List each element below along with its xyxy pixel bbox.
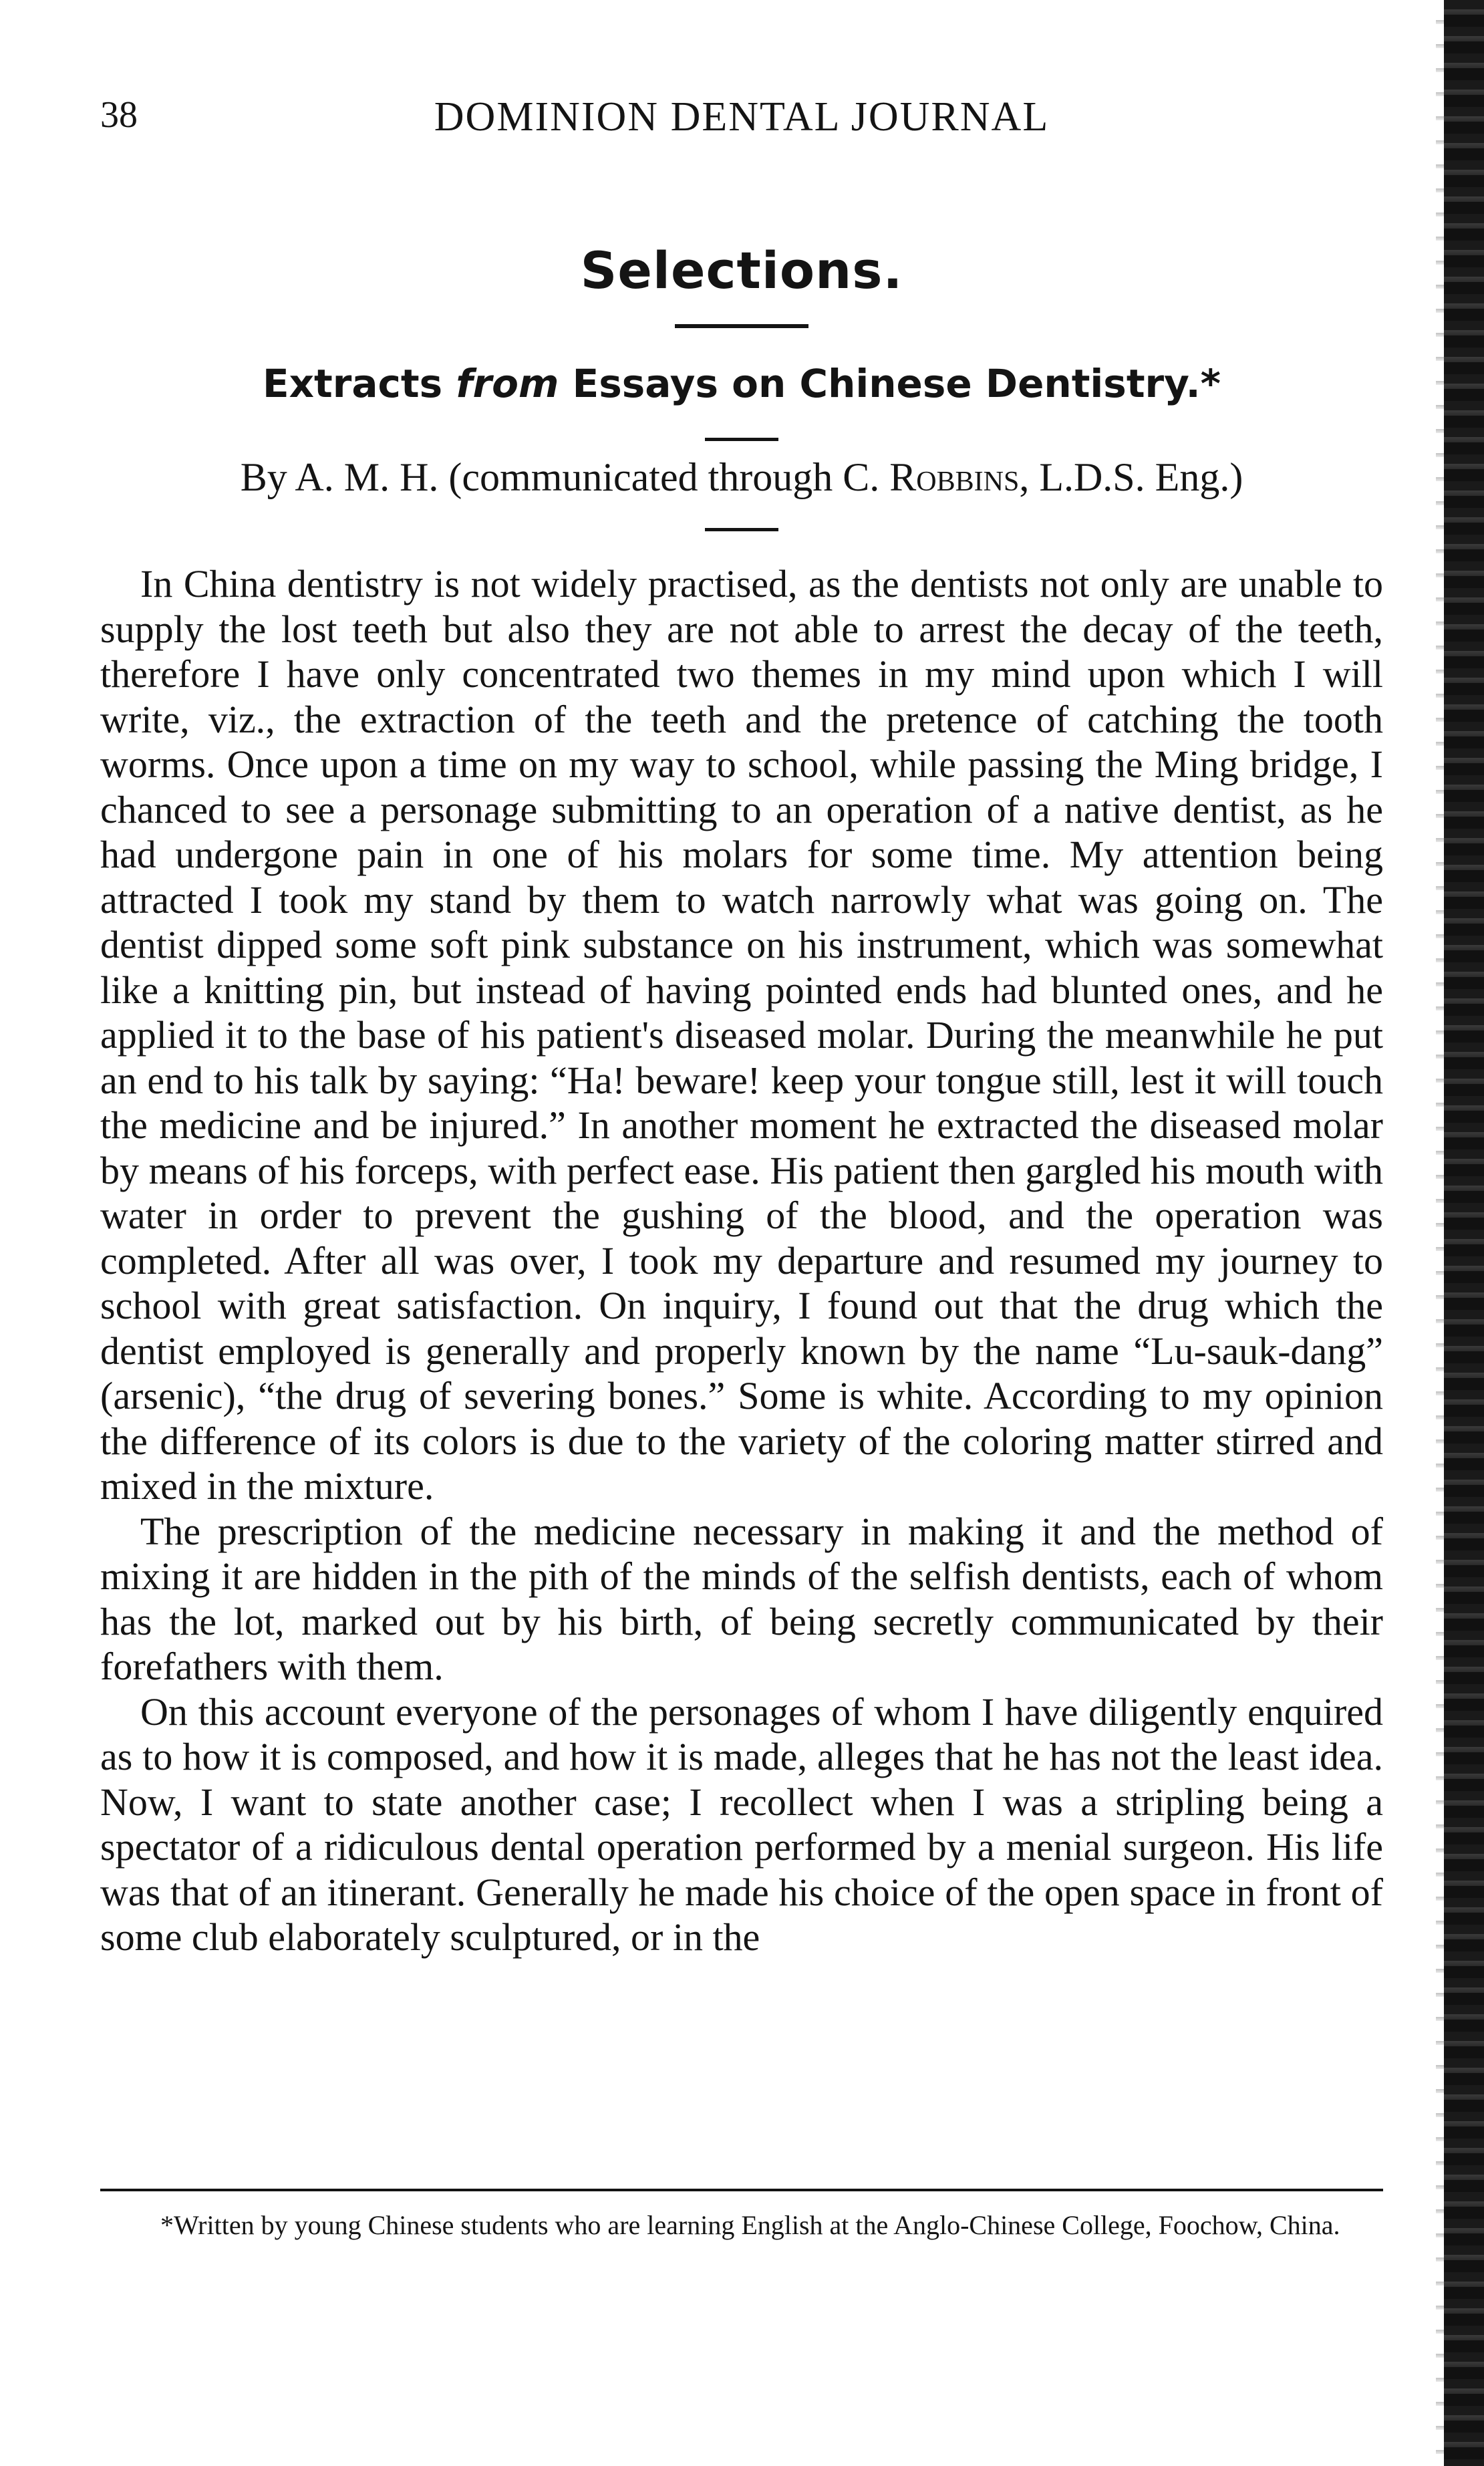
page-number: 38 <box>100 94 138 136</box>
title-rule <box>705 438 778 441</box>
byline-rule <box>705 528 778 531</box>
section-rule <box>675 324 808 328</box>
paragraph-2: The prescription of the medicine necessary in making it and the method of mixing it are hidden in the pith of the minds of the selfish dentists, each of whom has the lot, marked out by his birth, of being secretly communicated by their forefathers with them. <box>100 1509 1383 1688</box>
paragraph-3: On this account everyone of the personages of whom I have diligently enquired as to how it is composed, and how it is made, alleges that he has not the least idea. Now, I want to state another case; I recollect when I was a stripling being a spectator of a ridiculous dental operation performed by a menial surgeon. His life was that of an itinerant. Generally he made his choice of the open space in front of some club elaborately sculptured, or in the <box>100 1689 1383 1959</box>
page-header <box>100 94 1383 154</box>
byline-prefix: By A. M. H. (communicated through C. <box>240 455 880 499</box>
byline-name: Robbins <box>889 455 1020 499</box>
article-body <box>100 561 1383 1960</box>
article-title <box>100 361 1383 406</box>
byline-suffix: , L.D.S. Eng.) <box>1019 455 1243 499</box>
footnote: *Written by young Chinese students who are learning English at the Anglo-Chinese College, Foochow, China. <box>160 2210 1340 2240</box>
article-title-part1: Extracts <box>262 361 443 406</box>
article-title-from: from <box>456 361 559 406</box>
section-title: Selections. <box>580 241 903 300</box>
page-binding-edge <box>1444 0 1484 2466</box>
journal-page <box>100 0 1383 2466</box>
paragraph-1: In China dentistry is not widely practised, as the dentists not only are unable to supply the lost teeth but also they are not able to arrest the decay of the teeth, therefore I have only concentrated two themes in my mind upon which I will write, viz., the extraction of the teeth and the pretence of catching the tooth worms. Once upon a time on my way to school, while passing the Ming bridge, I chanced to see a personage submitting to an operation of a native dentist, as he had undergone pain in one of his molars for some time. My attention being attracted I took my stand by them to watch narrowly what was going on. The dentist dipped some soft pink substance on his instrument, which was somewhat like a knitting pin, but instead of having pointed ends had blunted ones, and he applied it to the base of his patient's diseased molar. During the meanwhile he put an end to his talk by saying: “Ha! beware! keep your tongue still, lest it will touch the medicine and be injured.” In another moment he extracted the diseased molar by means of his forceps, with perfect ease. His patient then gargled his mouth with water in order to prevent the gushing of the blood, and the operation was completed. After all was over, I took my departure and resumed my journey to school with great satisfaction. On inquiry, I found out that the drug which the dentist employed is generally and properly known by the name “Lu-sauk-dang” (arsenic), “the drug of severing bones.” Some is white. According to my opinion the difference of its colors is due to the variety of the coloring matter stirred and mixed in the mixture. <box>100 562 1383 1508</box>
article-title-part2: Essays on Chinese Dentistry.* <box>572 361 1221 406</box>
footnote-rule <box>100 2189 1383 2191</box>
page-edge-shadow <box>1436 0 1444 2466</box>
byline <box>100 454 1383 501</box>
running-head: DOMINION DENTAL JOURNAL <box>434 94 1050 140</box>
